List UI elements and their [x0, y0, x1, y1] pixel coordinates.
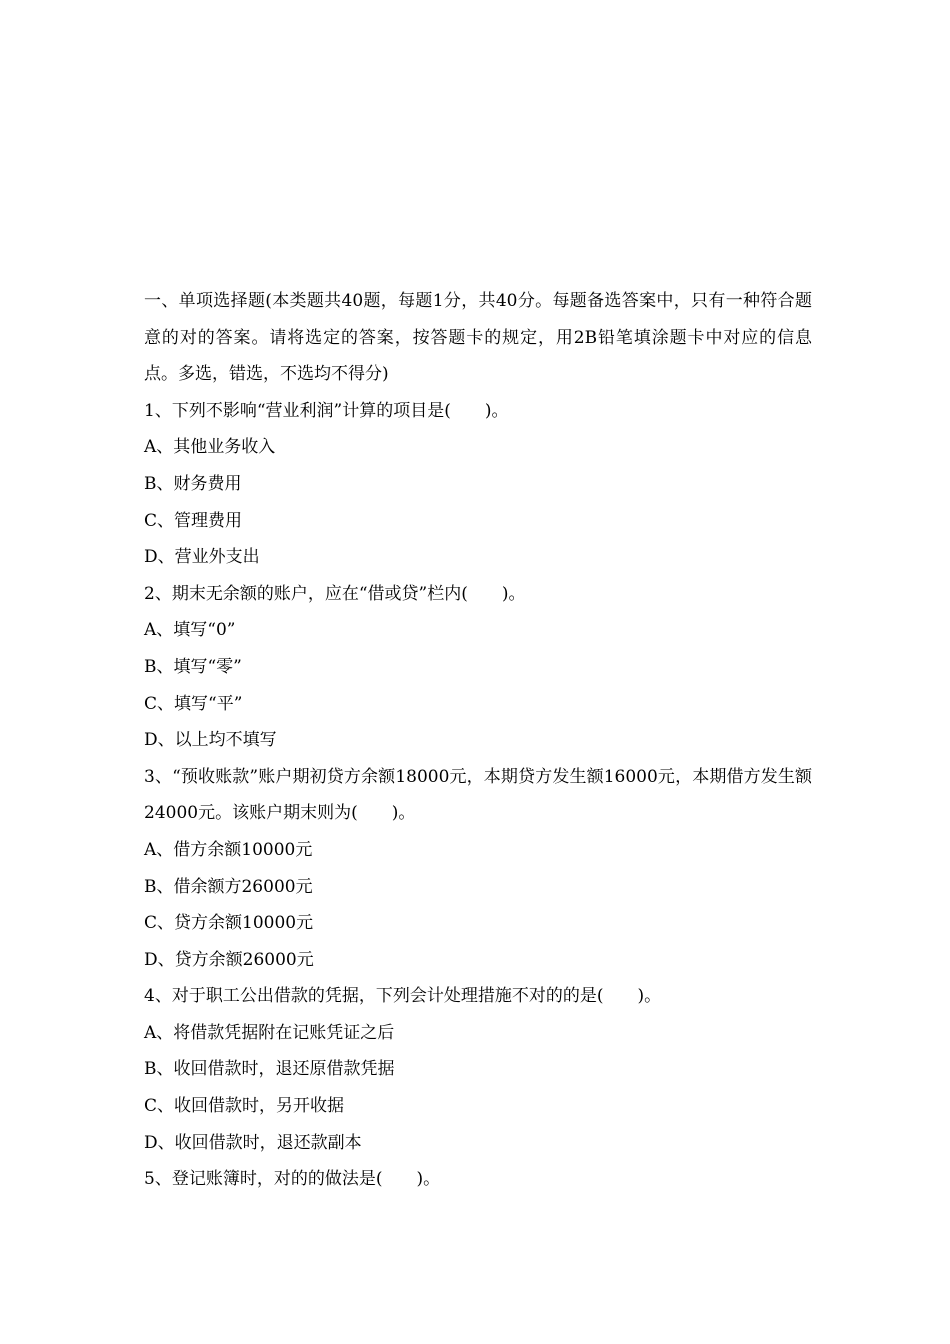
- question-stem: 2、期末无余额的账户，应在“借或贷”栏内( )。: [144, 583, 526, 604]
- option-b: B、财务费用: [144, 473, 242, 494]
- option-b: B、借余额方26000元: [144, 876, 313, 897]
- option-d: D、收回借款时，退还款副本: [144, 1132, 362, 1153]
- option-b: B、收回借款时，退还原借款凭据: [144, 1059, 395, 1080]
- option-a: A、借方余额10000元: [144, 839, 313, 860]
- option-a: A、其他业务收入: [144, 437, 276, 458]
- option-b: B、填写“零”: [144, 656, 242, 677]
- option-a: A、将借款凭据附在记账凭证之后: [144, 1022, 395, 1043]
- option-c: C、填写“平”: [144, 693, 243, 714]
- option-a: A、填写“0”: [144, 620, 236, 641]
- option-c: C、管理费用: [144, 510, 243, 531]
- question-stem: 1、下列不影响“营业利润”计算的项目是( )。: [144, 400, 509, 421]
- question-stem: 3、“预收账款”账户期初贷方余额18000元，本期贷方发生额16000元，本期借方发生额24000元。该账户期末则为( )。: [144, 766, 812, 824]
- option-c: C、贷方余额10000元: [144, 913, 314, 934]
- option-d: D、营业外支出: [144, 547, 260, 568]
- question-stem: 4、对于职工公出借款的凭据，下列会计处理措施不对的的是( )。: [144, 986, 662, 1007]
- question-stem: 5、登记账簿时，对的的做法是( )。: [144, 1169, 441, 1190]
- section-intro: 一、单项选择题(本类题共40题，每题1分，共40分。每题备选答案中，只有一种符合题意的对的答案。请将选定的答案，按答题卡的规定，用2B铅笔填涂题卡中对应的信息点。多选，错选，不选均不得分): [144, 291, 812, 385]
- option-d: D、以上均不填写: [144, 730, 277, 751]
- option-d: D、贷方余额26000元: [144, 949, 314, 970]
- document-body: [144, 283, 812, 1198]
- option-c: C、收回借款时，另开收据: [144, 1096, 345, 1117]
